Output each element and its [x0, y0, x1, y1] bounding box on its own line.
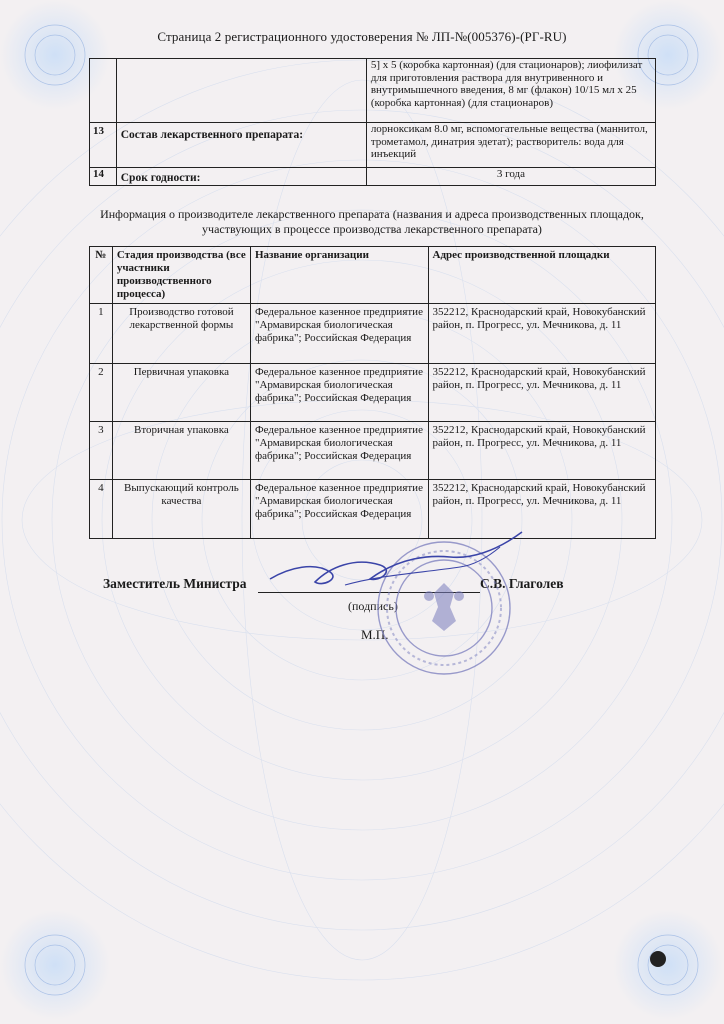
row-number: 14 — [90, 168, 117, 186]
cell-organization: Федеральное казенное предприятие "Армавирская биологическая фабрика"; Российская Федерация — [250, 422, 428, 480]
cell-organization: Федеральное казенное предприятие "Армавирская биологическая фабрика"; Российская Федерация — [250, 304, 428, 364]
signature-caption: (подпись) — [348, 599, 398, 613]
cell-address: 352212, Краснодарский край, Новокубанский район, п. Прогресс, ул. Мечникова, д. 11 — [428, 364, 655, 422]
table-header-row — [90, 247, 656, 304]
product-details-table — [89, 58, 656, 186]
cell-organization: Федеральное казенное предприятие "Армавирская биологическая фабрика"; Российская Федерация — [250, 480, 428, 539]
punch-hole — [650, 951, 666, 967]
row-label — [116, 59, 366, 123]
row-label: Срок годности: — [116, 168, 366, 186]
cell-address: 352212, Краснодарский край, Новокубанский район, п. Прогресс, ул. Мечникова, д. 11 — [428, 480, 655, 539]
cell-number: 4 — [90, 480, 113, 539]
cell-number: 2 — [90, 364, 113, 422]
cell-address: 352212, Краснодарский край, Новокубанский район, п. Прогресс, ул. Мечникова, д. 11 — [428, 422, 655, 480]
cell-organization: Федеральное казенное предприятие "Армавирская биологическая фабрика"; Российская Федерация — [250, 364, 428, 422]
column-header: Адрес производственной площадки — [428, 247, 655, 304]
signatory-name: С.В. Глаголев — [480, 576, 564, 591]
manufacturer-info-heading: Информация о производителе лекарственного препарата (названия и адреса производственных площадок, участвующих в процессе производства лекарственного препарата) — [100, 207, 644, 236]
row-number — [90, 59, 117, 123]
row-value: 3 года — [366, 168, 655, 186]
row-label: Состав лекарственного препарата: — [116, 123, 366, 168]
handwritten-signature — [260, 527, 530, 602]
row-value: 5] x 5 (коробка картонная) (для стационаров); лиофилизат для приготовления раствора для внутривенного и внутримышечного введения, 8 мг (флакон) 10/15 мл x 25 (коробка картонная) (для стационаров) — [366, 59, 655, 123]
cell-number: 3 — [90, 422, 113, 480]
cell-stage: Выпускающий контроль качества — [112, 480, 250, 539]
seal-label: М.П. — [361, 627, 389, 642]
signatory-title: Заместитель Министра — [103, 576, 247, 591]
table-row — [90, 422, 656, 480]
column-header: Название организации — [250, 247, 428, 304]
row-number: 13 — [90, 123, 117, 168]
column-header: № — [90, 247, 113, 304]
page-header: Страница 2 регистрационного удостоверения № ЛП-№(005376)-(РГ-RU) — [157, 29, 567, 44]
row-value: лорноксикам 8.0 мг, вспомогательные вещества (маннитол, трометамол, динатрия эдетат); растворитель: вода для инъекций — [366, 123, 655, 168]
table-row — [90, 364, 656, 422]
cell-number: 1 — [90, 304, 113, 364]
cell-stage: Первичная упаковка — [112, 364, 250, 422]
column-header: Стадия производства (все участники производственного процесса) — [112, 247, 250, 304]
cell-stage: Вторичная упаковка — [112, 422, 250, 480]
table-row — [90, 59, 656, 123]
cell-address: 352212, Краснодарский край, Новокубанский район, п. Прогресс, ул. Мечникова, д. 11 — [428, 304, 655, 364]
table-row — [90, 168, 656, 186]
cell-stage: Производство готовой лекарственной формы — [112, 304, 250, 364]
manufacturer-table — [89, 246, 656, 539]
table-row — [90, 304, 656, 364]
table-row — [90, 123, 656, 168]
